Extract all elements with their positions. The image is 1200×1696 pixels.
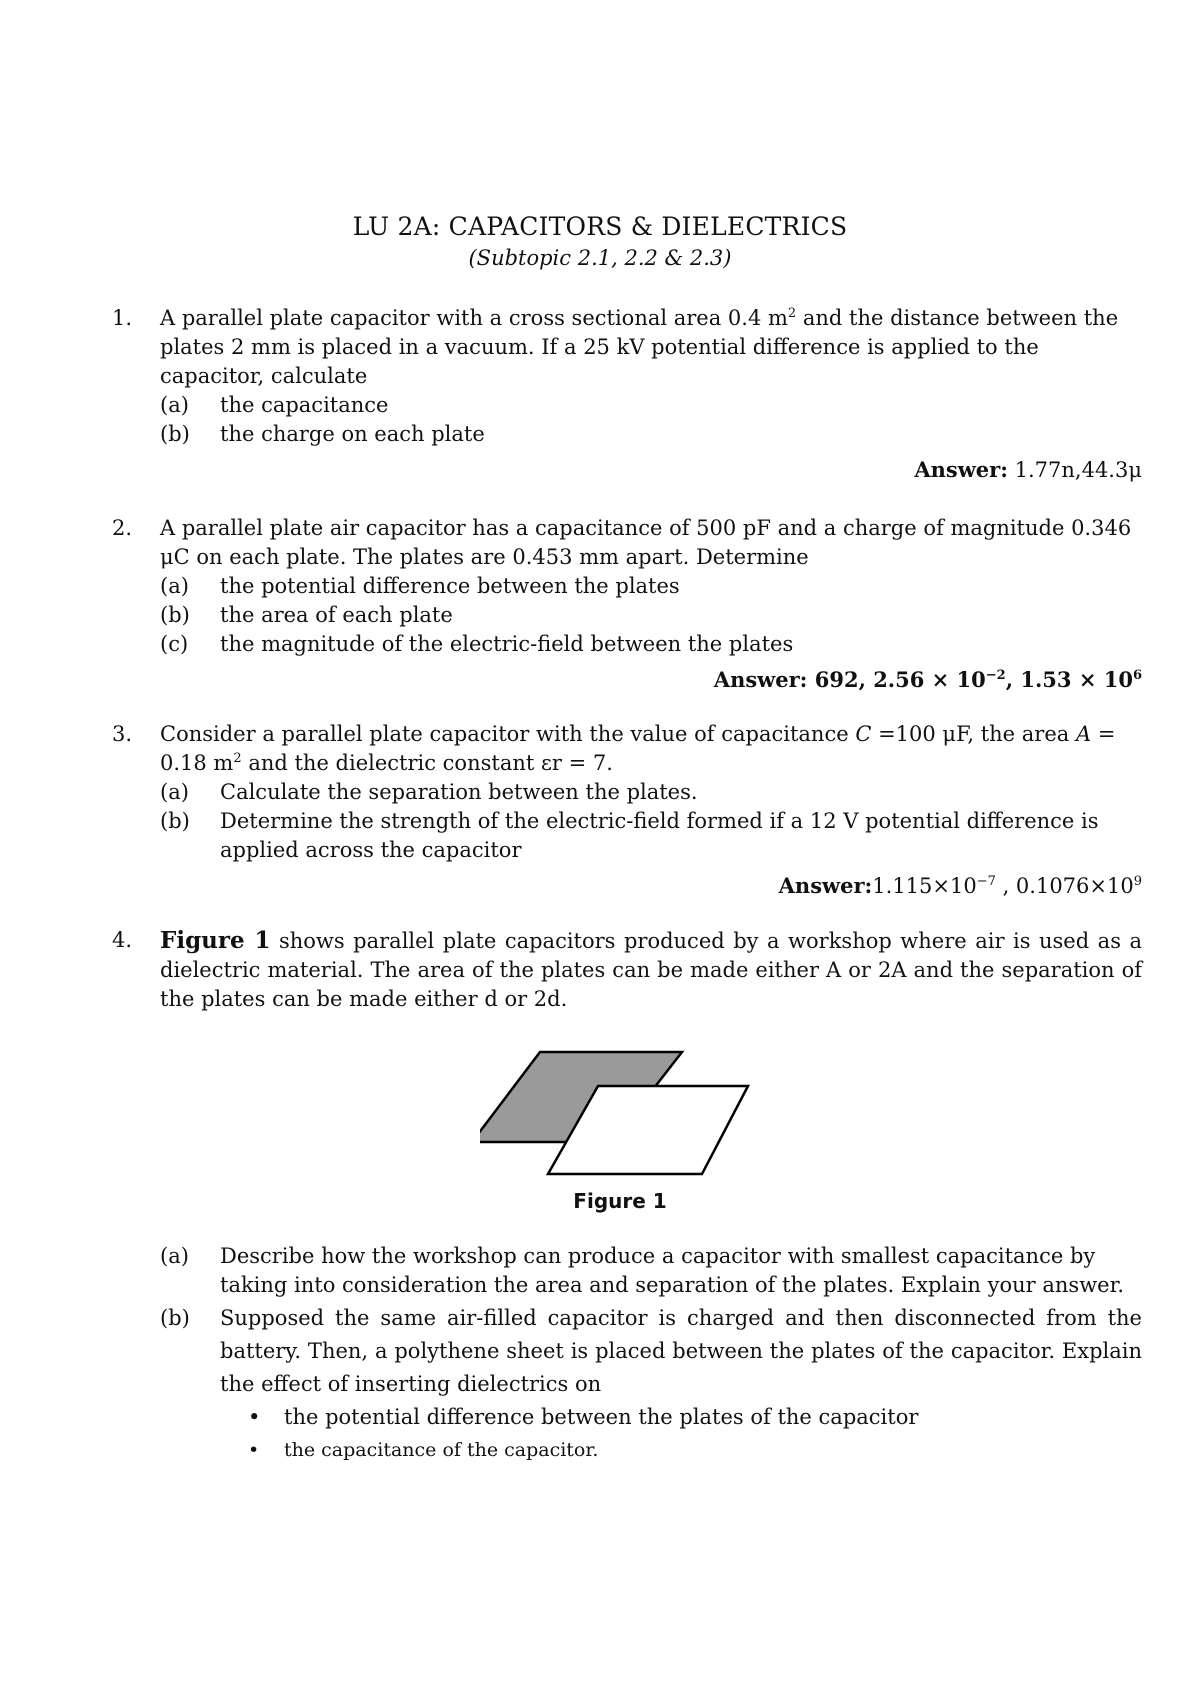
bullet-icon: • — [248, 1405, 261, 1429]
sub-question: (b) the charge on each plate — [160, 422, 485, 446]
question-4-parts — [112, 1242, 1142, 1467]
question-text: A parallel plate capacitor with a cross sectional area 0.4 $m^2$ and the distance between the plates 2 mm is placed in a vacuum. If a 25 kV potential difference is applied to the capacitor, calculate — [160, 306, 1119, 388]
sub-question: (a) Calculate the separation between the plates. — [160, 780, 698, 804]
sub-question: (b) Supposed the same air-filled capacitor is charged and then disconnected from the battery. Then, a polythene sheet is placed between the plates of the capacitor. Explain the effect of inserting dielectrics on — [160, 1306, 1142, 1396]
sub-question: (a) the capacitance — [160, 393, 389, 417]
question-text: Figure 1 shows parallel plate capacitors produced by a workshop where air is used as a dielectric material. The area of the plates can be made either A or 2A and the separation of the plates can be made either d or 2d. — [160, 927, 1142, 1011]
question-number: 1. — [112, 306, 133, 330]
sub-question: (c) the magnitude of the electric-field between the plates — [160, 632, 794, 656]
sub-question: (b) the area of each plate — [160, 603, 453, 627]
answer: Answer: 692, $2.56 \times 10^{-2}$, $1.53 \times 10^6$ — [713, 667, 1142, 692]
question-number: 2. — [112, 516, 133, 540]
question-2 — [112, 514, 1142, 694]
question-number: 3. — [112, 722, 133, 746]
sub-question: (a) the potential difference between the plates — [160, 574, 680, 598]
figure-caption: Figure 1 — [573, 1189, 667, 1213]
figure-reference: Figure 1 — [160, 927, 271, 954]
sub-question: (b) Determine the strength of the electric-field formed if a 12 V potential difference is applied across the capacitor — [160, 809, 1099, 862]
sub-question: (a) Describe how the workshop can produce a capacitor with smallest capacitance by taking into consideration the area and separation of the plates. Explain your answer. — [160, 1244, 1125, 1297]
capacitor-plates-figure — [480, 1050, 760, 1190]
question-text: A parallel plate air capacitor has a capacitance of 500 pF and a charge of magnitude 0.346 μC on each plate. The plates are 0.453 mm apart. Determine — [160, 516, 1132, 569]
page-title: LU 2A: CAPACITORS & DIELECTRICS — [352, 212, 848, 241]
question-text: Consider a parallel plate capacitor with the value of capacitance C =100 μF, the area A = 0.18 $m^2$ and the dielectric constant εr = 7. — [160, 722, 1116, 775]
question-1 — [112, 304, 1142, 485]
page-subtitle: (Subtopic 2.1, 2.2 & 2.3) — [468, 246, 732, 270]
question-number: 4. — [112, 928, 133, 952]
question-4 — [112, 926, 1142, 1014]
answer: $Answer:1.115\times 10^{-7}$ , $0.1076\times 10^9$ — [778, 873, 1142, 898]
bullet-item: • the potential difference between the plates of the capacitor — [248, 1401, 1142, 1434]
bullet-icon: • — [248, 1439, 260, 1461]
bullet-item: • the capacitance of the capacitor. — [248, 1434, 1142, 1467]
answer: Answer: 1.77n,44.3μ — [914, 457, 1142, 482]
question-3 — [112, 720, 1142, 901]
